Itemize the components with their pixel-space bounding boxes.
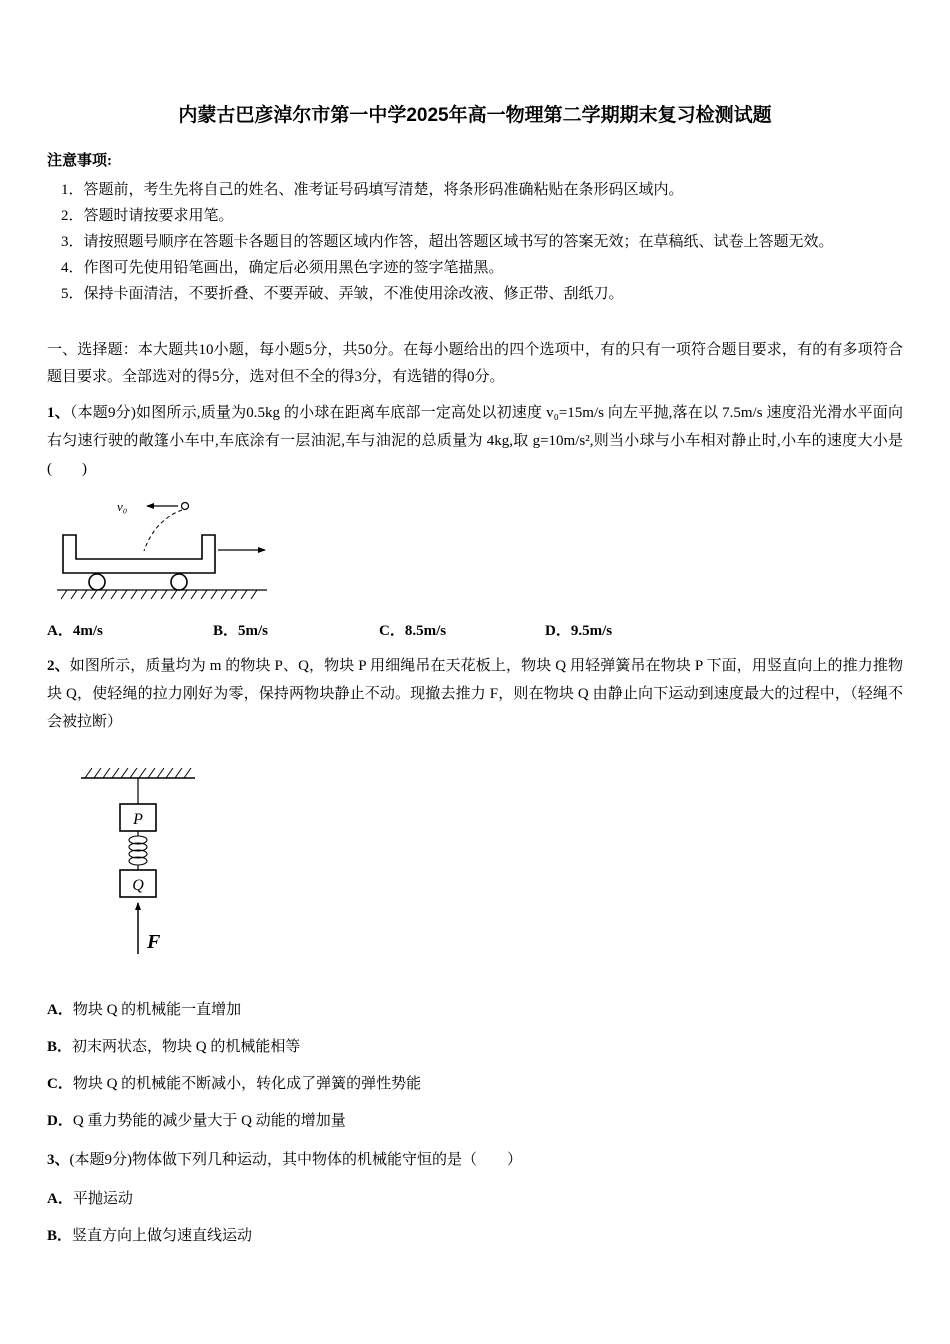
q2-option-c-text: 物块 Q 的机械能不断减小，转化成了弹簧的弹性势能 (72, 1076, 422, 1092)
q1-option-a-text: 4m/s (72, 623, 103, 639)
question-2-number: 2、 (47, 658, 70, 674)
q2-option-d (47, 1109, 903, 1133)
question-2-text (47, 652, 903, 736)
question-2 (47, 652, 903, 1133)
q1-option-b (213, 619, 379, 640)
question-1-text (47, 399, 903, 483)
question-2-body: 如图所示，质量均为 m 的物块 P、Q，物块 P 用细绳吊在天花板上，物块 Q 用轻弹簧吊在物块 P 下面，用竖直向上的推力推物块 Q，使轻绳的拉力刚好为零，保持两物块静止不动。现撤去推力 F，则在物块 Q 由静止向下运动到速度最大的过程中，（轻绳不会被拉断） (47, 658, 903, 730)
q2-option-a (47, 998, 903, 1022)
block-q-label: Q (132, 877, 144, 894)
question-1-options (47, 619, 903, 640)
question-3-text (47, 1146, 903, 1174)
question-3-options (47, 1187, 903, 1248)
q3-option-b (47, 1224, 903, 1248)
notice-item-5: 5．保持卡面清洁，不要折叠、不要弄破、弄皱，不准使用涂改液、修正带、刮纸刀。 (61, 286, 624, 302)
q1-option-c-text: 8.5m/s (404, 623, 447, 639)
q2-figure-spring-blocks (75, 766, 225, 966)
q1-option-a (47, 619, 213, 640)
question-1-body: （本题9分)如图所示,质量为0.5kg 的小球在距离车底部一定高处以初速度 v₀=15m/s 向左平抛,落在以 7.5m/s 速度沿光滑水平面向右匀速行驶的敞篷小车中,车底涂有一层油泥,车与油泥的总质量为 4kg,取 g=10m/s²,则当小球与小车相对静止时,小车的速度大小是( ) (47, 405, 903, 477)
notice-item-2: 2．答题时请按要求用笔。 (61, 208, 234, 224)
q2-option-b (47, 1035, 903, 1059)
q2-option-c (47, 1072, 903, 1096)
q1-option-c-key: C． (379, 623, 405, 639)
q3-option-a (47, 1187, 903, 1211)
q1-option-d (545, 619, 711, 640)
q2-option-b-key: B． (47, 1039, 73, 1055)
initial-velocity-label: v₀ (117, 499, 128, 514)
q1-option-d-text: 9.5m/s (570, 623, 613, 639)
q3-option-b-text: 竖直方向上做匀速直线运动 (72, 1228, 253, 1244)
q1-figure-cart (55, 493, 320, 605)
q1-option-d-key: D． (545, 623, 571, 639)
q2-option-d-key: D． (47, 1113, 73, 1129)
force-label: F (147, 931, 161, 953)
q2-option-a-text: 物块 Q 的机械能一直增加 (72, 1002, 242, 1018)
notice-section (47, 149, 903, 307)
notice-heading: 注意事项: (47, 153, 112, 169)
q2-option-d-text: Q 重力势能的减少量大于 Q 动能的增加量 (72, 1113, 346, 1129)
question-3-number: 3、 (47, 1152, 70, 1168)
question-3-body: (本题9分)物体做下列几种运动，其中物体的机械能守恒的是（ ） (69, 1152, 523, 1168)
notice-item-1: 1．答题前，考生先将自己的姓名、准考证号码填写清楚，将条形码准确粘贴在条形码区域内。 (61, 182, 684, 198)
page-title: 内蒙古巴彦淖尔市第一中学2025年高一物理第二学期期末复习检测试题 (178, 105, 772, 126)
q2-option-b-text: 初末两状态，物块 Q 的机械能相等 (72, 1039, 301, 1055)
question-1 (47, 399, 903, 640)
q3-option-b-key: B． (47, 1228, 73, 1244)
ball (182, 503, 189, 510)
q1-option-a-key: A． (47, 623, 73, 639)
block-p-label: P (133, 811, 143, 828)
cart-body (63, 535, 215, 573)
ground-hatch (61, 590, 257, 599)
q1-option-b-text: 5m/s (238, 623, 269, 639)
trajectory-dashed-curve (144, 510, 182, 551)
question-1-number: 1、 (47, 405, 70, 421)
ceiling-hatch (85, 768, 191, 778)
question-2-options (47, 998, 903, 1133)
notice-item-4: 4．作图可先使用铅笔画出，确定后必须用黑色字迹的签字笔描黑。 (61, 260, 504, 276)
notice-item-3: 3．请按照题号顺序在答题卡各题目的答题区域内作答，超出答题区域书写的答案无效；在草稿纸、试卷上答题无效。 (61, 234, 834, 250)
section-1-heading: 一、选择题：本大题共10小题，每小题5分，共50分。在每小题给出的四个选项中，有的只有一项符合题目要求，有的有多项符合题目要求。全部选对的得5分，选对但不全的得3分，有选错的得0分。 (47, 342, 903, 385)
question-3 (47, 1146, 903, 1248)
cart-wheel-right (171, 574, 187, 590)
q3-option-a-text: 平抛运动 (72, 1191, 133, 1207)
q1-option-b-key: B． (213, 623, 239, 639)
cart-wheel-left (89, 574, 105, 590)
q3-option-a-key: A． (47, 1191, 73, 1207)
q2-option-c-key: C． (47, 1076, 73, 1092)
q1-option-c (379, 619, 545, 640)
q2-option-a-key: A． (47, 1002, 73, 1018)
